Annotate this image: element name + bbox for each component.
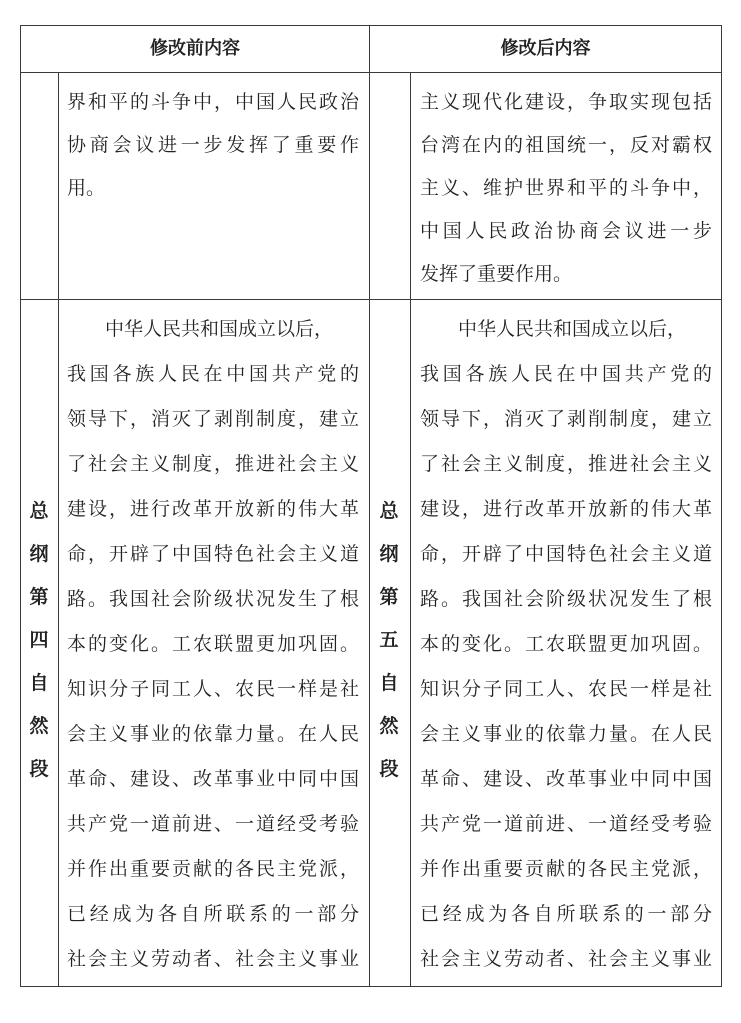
table-border-left <box>20 25 21 987</box>
text-line: 路。我国社会阶级状况发生了根 <box>420 588 712 610</box>
label-char: 第 <box>379 586 399 608</box>
table-border-right <box>721 25 722 987</box>
header-before: 修改前内容 <box>150 38 240 59</box>
label-char: 然 <box>379 715 399 737</box>
text-line: 台湾在内的祖国统一，反对霸权 <box>420 134 712 156</box>
text-line: 界和平的斗争中，中国人民政治 <box>67 91 359 113</box>
text-line: 已经成为各自所联系的一部分 <box>67 903 359 925</box>
text-line: 知识分子同工人、农民一样是社 <box>420 678 712 700</box>
text-line: 主义现代化建设，争取实现包括 <box>420 91 712 113</box>
text-line: 了社会主义制度，推进社会主义 <box>67 453 359 475</box>
text-line: 建设，进行改革开放新的伟大革 <box>420 498 712 520</box>
text-line: 我国各族人民在中国共产党的 <box>420 363 712 385</box>
row2-before-label <box>24 490 54 791</box>
label-char: 自 <box>379 672 399 694</box>
text-line: 社会主义劳动者、社会主义事业 <box>67 948 359 970</box>
label-char: 纲 <box>29 543 49 565</box>
text-line: 中华人民共和国成立以后， <box>420 318 687 340</box>
label-char: 段 <box>29 758 49 780</box>
text-line: 本的变化。工农联盟更加巩固。 <box>67 633 359 655</box>
label-char: 五 <box>379 629 399 651</box>
label-char: 自 <box>29 672 49 694</box>
header-after: 修改后内容 <box>500 38 591 59</box>
label-char: 总 <box>379 500 399 522</box>
text-line: 社会主义劳动者、社会主义事业 <box>420 948 712 970</box>
table-border-bottom <box>20 986 722 987</box>
column-divider-middle <box>369 25 370 987</box>
text-line: 协商会议进一步发挥了重要作 <box>67 134 359 156</box>
header-divider <box>20 72 722 73</box>
text-line: 共产党一道前进、一道经受考验 <box>420 813 712 835</box>
text-line: 主义、维护世界和平的斗争中， <box>420 177 712 199</box>
text-line: 建设，进行改革开放新的伟大革 <box>67 498 359 520</box>
text-line: 本的变化。工农联盟更加巩固。 <box>420 633 712 655</box>
label-char: 第 <box>29 586 49 608</box>
text-line: 了社会主义制度，推进社会主义 <box>420 453 712 475</box>
text-line: 革命、建设、改革事业中同中国 <box>67 768 359 790</box>
row-divider <box>20 299 722 300</box>
label-char: 段 <box>379 758 399 780</box>
label-char: 然 <box>29 715 49 737</box>
text-line: 用。 <box>67 177 106 199</box>
row2-after-label <box>374 490 404 791</box>
text-line: 革命、建设、改革事业中同中国 <box>420 768 712 790</box>
text-line: 会主义事业的依靠力量。在人民 <box>420 723 712 745</box>
text-line: 命，开辟了中国特色社会主义道 <box>67 543 359 565</box>
text-line: 并作出重要贡献的各民主党派， <box>420 858 712 880</box>
label-column-divider-left <box>58 72 59 987</box>
text-line: 命，开辟了中国特色社会主义道 <box>420 543 712 565</box>
text-line: 会主义事业的依靠力量。在人民 <box>67 723 359 745</box>
text-line: 路。我国社会阶级状况发生了根 <box>67 588 359 610</box>
text-line: 发挥了重要作用。 <box>420 263 573 285</box>
text-line: 中华人民共和国成立以后， <box>67 318 334 340</box>
text-line: 知识分子同工人、农民一样是社 <box>67 678 359 700</box>
label-char: 纲 <box>379 543 399 565</box>
label-column-divider-right <box>410 72 411 987</box>
text-line: 中国人民政治协商会议进一步 <box>420 220 712 242</box>
text-line: 共产党一道前进、一道经受考验 <box>67 813 359 835</box>
text-line: 我国各族人民在中国共产党的 <box>67 363 359 385</box>
label-char: 四 <box>29 629 49 651</box>
label-char: 总 <box>29 500 49 522</box>
text-line: 已经成为各自所联系的一部分 <box>420 903 712 925</box>
text-line: 并作出重要贡献的各民主党派， <box>67 858 359 880</box>
text-line: 领导下，消灭了剥削制度，建立 <box>420 408 712 430</box>
text-line: 领导下，消灭了剥削制度，建立 <box>67 408 359 430</box>
